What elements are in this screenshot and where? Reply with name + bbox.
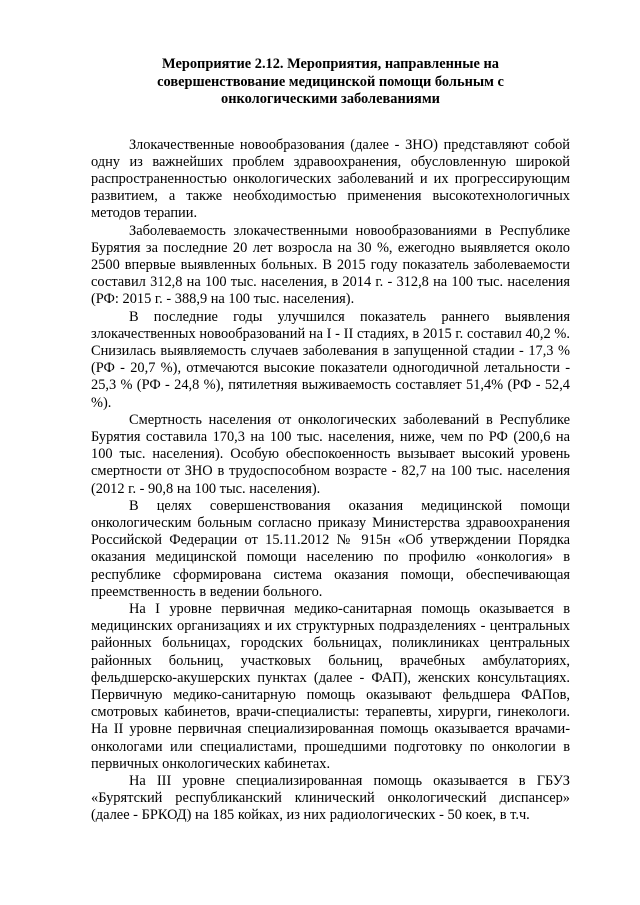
paragraph-incidence: Заболеваемость злокачественными новообразованиями в Республике Бурятия за последние 20 лет возросла на 30 %, ежегодно выявляется около 2500 впервые выявленных больных. В 2015 году показатель заболеваемости составил 312,8 на 100 тыс. населения, в 2014 г. - 312,8 на 100 тыс. населения (РФ: 2015 г. - 388,9 на 100 тыс. населения). — [91, 222, 570, 308]
paragraph-mortality: Смертность населения от онкологических заболеваний в Республике Бурятия составила 170,3 на 100 тыс. населения, ниже, чем по РФ (200,6 на 100 тыс. населения). Особую обеспокоенность вызывает высокий уровень смертности от ЗНО в трудоспособном возрасте - 82,7 на 100 тыс. населения (2012 г. - 90,8 на 100 тыс. населения). — [91, 411, 570, 497]
heading-line-2: совершенствование медицинской помощи больным с — [157, 73, 504, 90]
paragraph-care-system: В целях совершенствования оказания медицинской помощи онкологическим больным согласно приказу Министерства здравоохранения Российской Федерации от 15.11.2012 № 915н «Об утверждении Порядка оказания медицинской помощи населению по профилю «онкология» в республике сформирована система оказания помощи, обеспечивающая преемственность в ведении больного. — [91, 497, 570, 600]
document-page — [91, 56, 570, 825]
heading-line-1: Мероприятие 2.12. Мероприятия, направленные на — [162, 56, 499, 72]
section-heading — [91, 56, 570, 109]
paragraph-zno-intro: Злокачественные новообразования (далее - ЗНО) представляют собой одну из важнейших проблем здравоохранения, обусловленную широкой распространенностью онкологических заболеваний и их прогрессирующим развитием, а также необходимостью применения высокотехнологичных методов терапии. — [91, 136, 570, 222]
paragraph-early-detection: В последние годы улучшился показатель раннего выявления злокачественных новообразований на I - II стадиях, в 2015 г. составил 40,2 %. Снизилась выявляемость случаев заболевания в запущенной стадии - 17,3 % (РФ - 20,7 %), отмечаются высокие показатели одногодичной летальности - 25,3 % (РФ - 24,8 %), пятилетняя выживаемость составляет 51,4% (РФ - 52,4 %). — [91, 308, 570, 411]
heading-line-3: онкологическими заболеваниями — [221, 91, 440, 107]
paragraph-levels-i-ii: На I уровне первичная медико-санитарная помощь оказывается в медицинских организациях и их структурных подразделениях - центральных районных больницах, городских больницах, поликлиниках центральных районных больниц, участковых больниц, врачебных амбулаториях, фельдшерско-акушерских пунктах (далее - ФАП), женских консультациях. Первичную медико-санитарную помощь оказывают фельдшера ФАПов, смотровых кабинетов, врачи-специалисты: терапевты, хирурги, гинекологи. На II уровне первичная специализированная помощь оказывается врачами-онкологами или специалистами, прошедшими подготовку по онкологии в первичных онкологических кабинетах. — [91, 600, 570, 772]
paragraph-level-iii: На III уровне специализированная помощь оказывается в ГБУЗ «Бурятский республиканский клинический онкологический диспансер» (далее - БРКОД) на 185 койках, из них радиологических - 50 коек, в т.ч. — [91, 773, 570, 824]
